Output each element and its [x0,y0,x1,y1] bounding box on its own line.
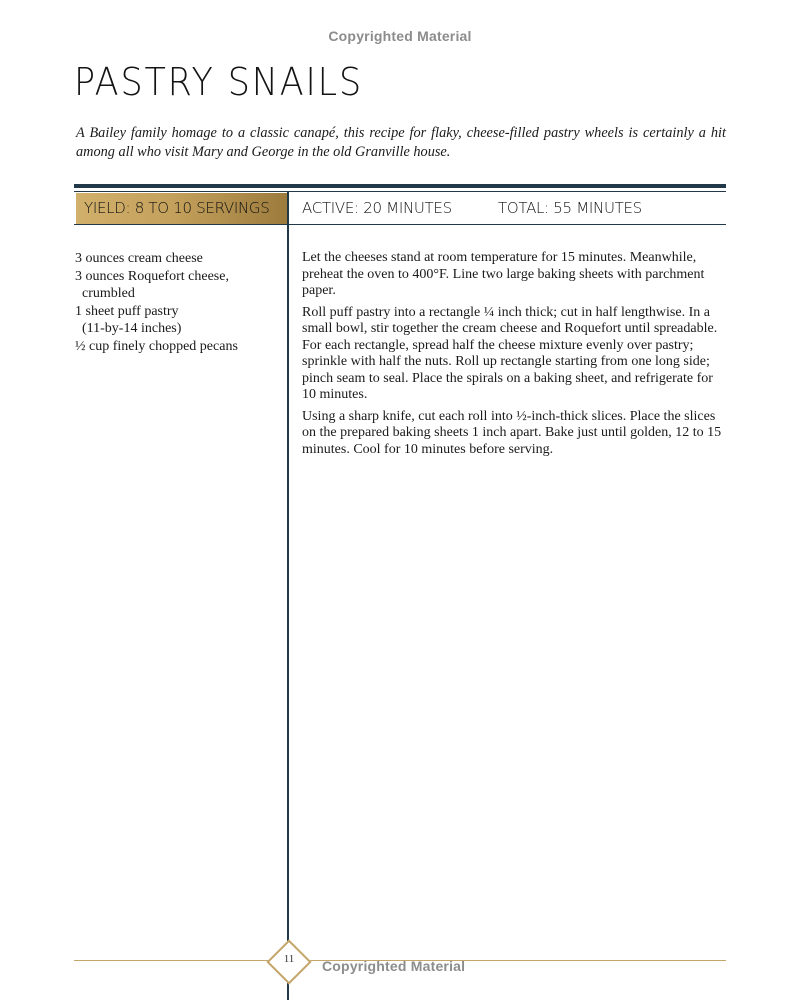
direction-step: Using a sharp knife, cut each roll into ½-inch-thick slices. Place the slices on the prepared baking sheets 1 inch apart. Bake just until golden, 12 to 15 minutes. Cool for 10 minutes before serving. [302,408,722,457]
yield-label: YIELD: 8 TO 10 SERVINGS [84,199,270,217]
direction-step: Roll puff pastry into a rectangle ¼ inch thick; cut in half lengthwise. In a small bowl, stir together the cream cheese and Roquefort until spreadable. For each rectangle, spread half the cheese mixture evenly over pastry; sprinkle with half the nuts. Roll up rectangle starting from one long side; pinch seam to seal. Place the spirals on a baking sheet, and refrigerate for 10 minutes. [302,304,718,402]
ingredient-line-continued: crumbled [82,286,135,301]
active-time-label: ACTIVE: 20 MINUTES [302,199,452,217]
ingredients-list [75,250,280,356]
total-time-label: TOTAL: 55 MINUTES [498,199,642,217]
header-rule-thin [74,191,726,192]
page-number: 11 [283,953,295,965]
ingredient-item [75,303,280,337]
ingredient-line: 3 ounces Roquefort cheese, [75,269,229,284]
footer-rule-left [74,960,274,961]
recipe-title: PASTRY SNAILS [74,60,363,104]
copyright-watermark-footer: Copyrighted Material [322,958,466,974]
direction-step: Let the cheeses stand at room temperature for 15 minutes. Meanwhile, preheat the oven to 400°F. Line two large baking sheets with parchment paper. [302,250,705,298]
header-rule-under [74,224,726,225]
ingredient-line: 1 sheet puff pastry [75,304,179,319]
ingredient-item: 3 ounces cream cheese [75,251,203,266]
directions [302,250,722,463]
column-divider [287,191,289,1000]
ingredient-item: ½ cup finely chopped pecans [75,339,238,354]
header-rule-thick [74,184,726,188]
copyright-watermark: Copyrighted Material [328,28,472,44]
ingredient-line-continued: (11-by-14 inches) [82,321,182,336]
ingredient-item [75,268,280,302]
recipe-intro: A Bailey family homage to a classic canapé, this recipe for flaky, cheese-filled pastry wheels is certainly a hit among all who visit Mary and George in the old Granville house. [76,125,726,160]
